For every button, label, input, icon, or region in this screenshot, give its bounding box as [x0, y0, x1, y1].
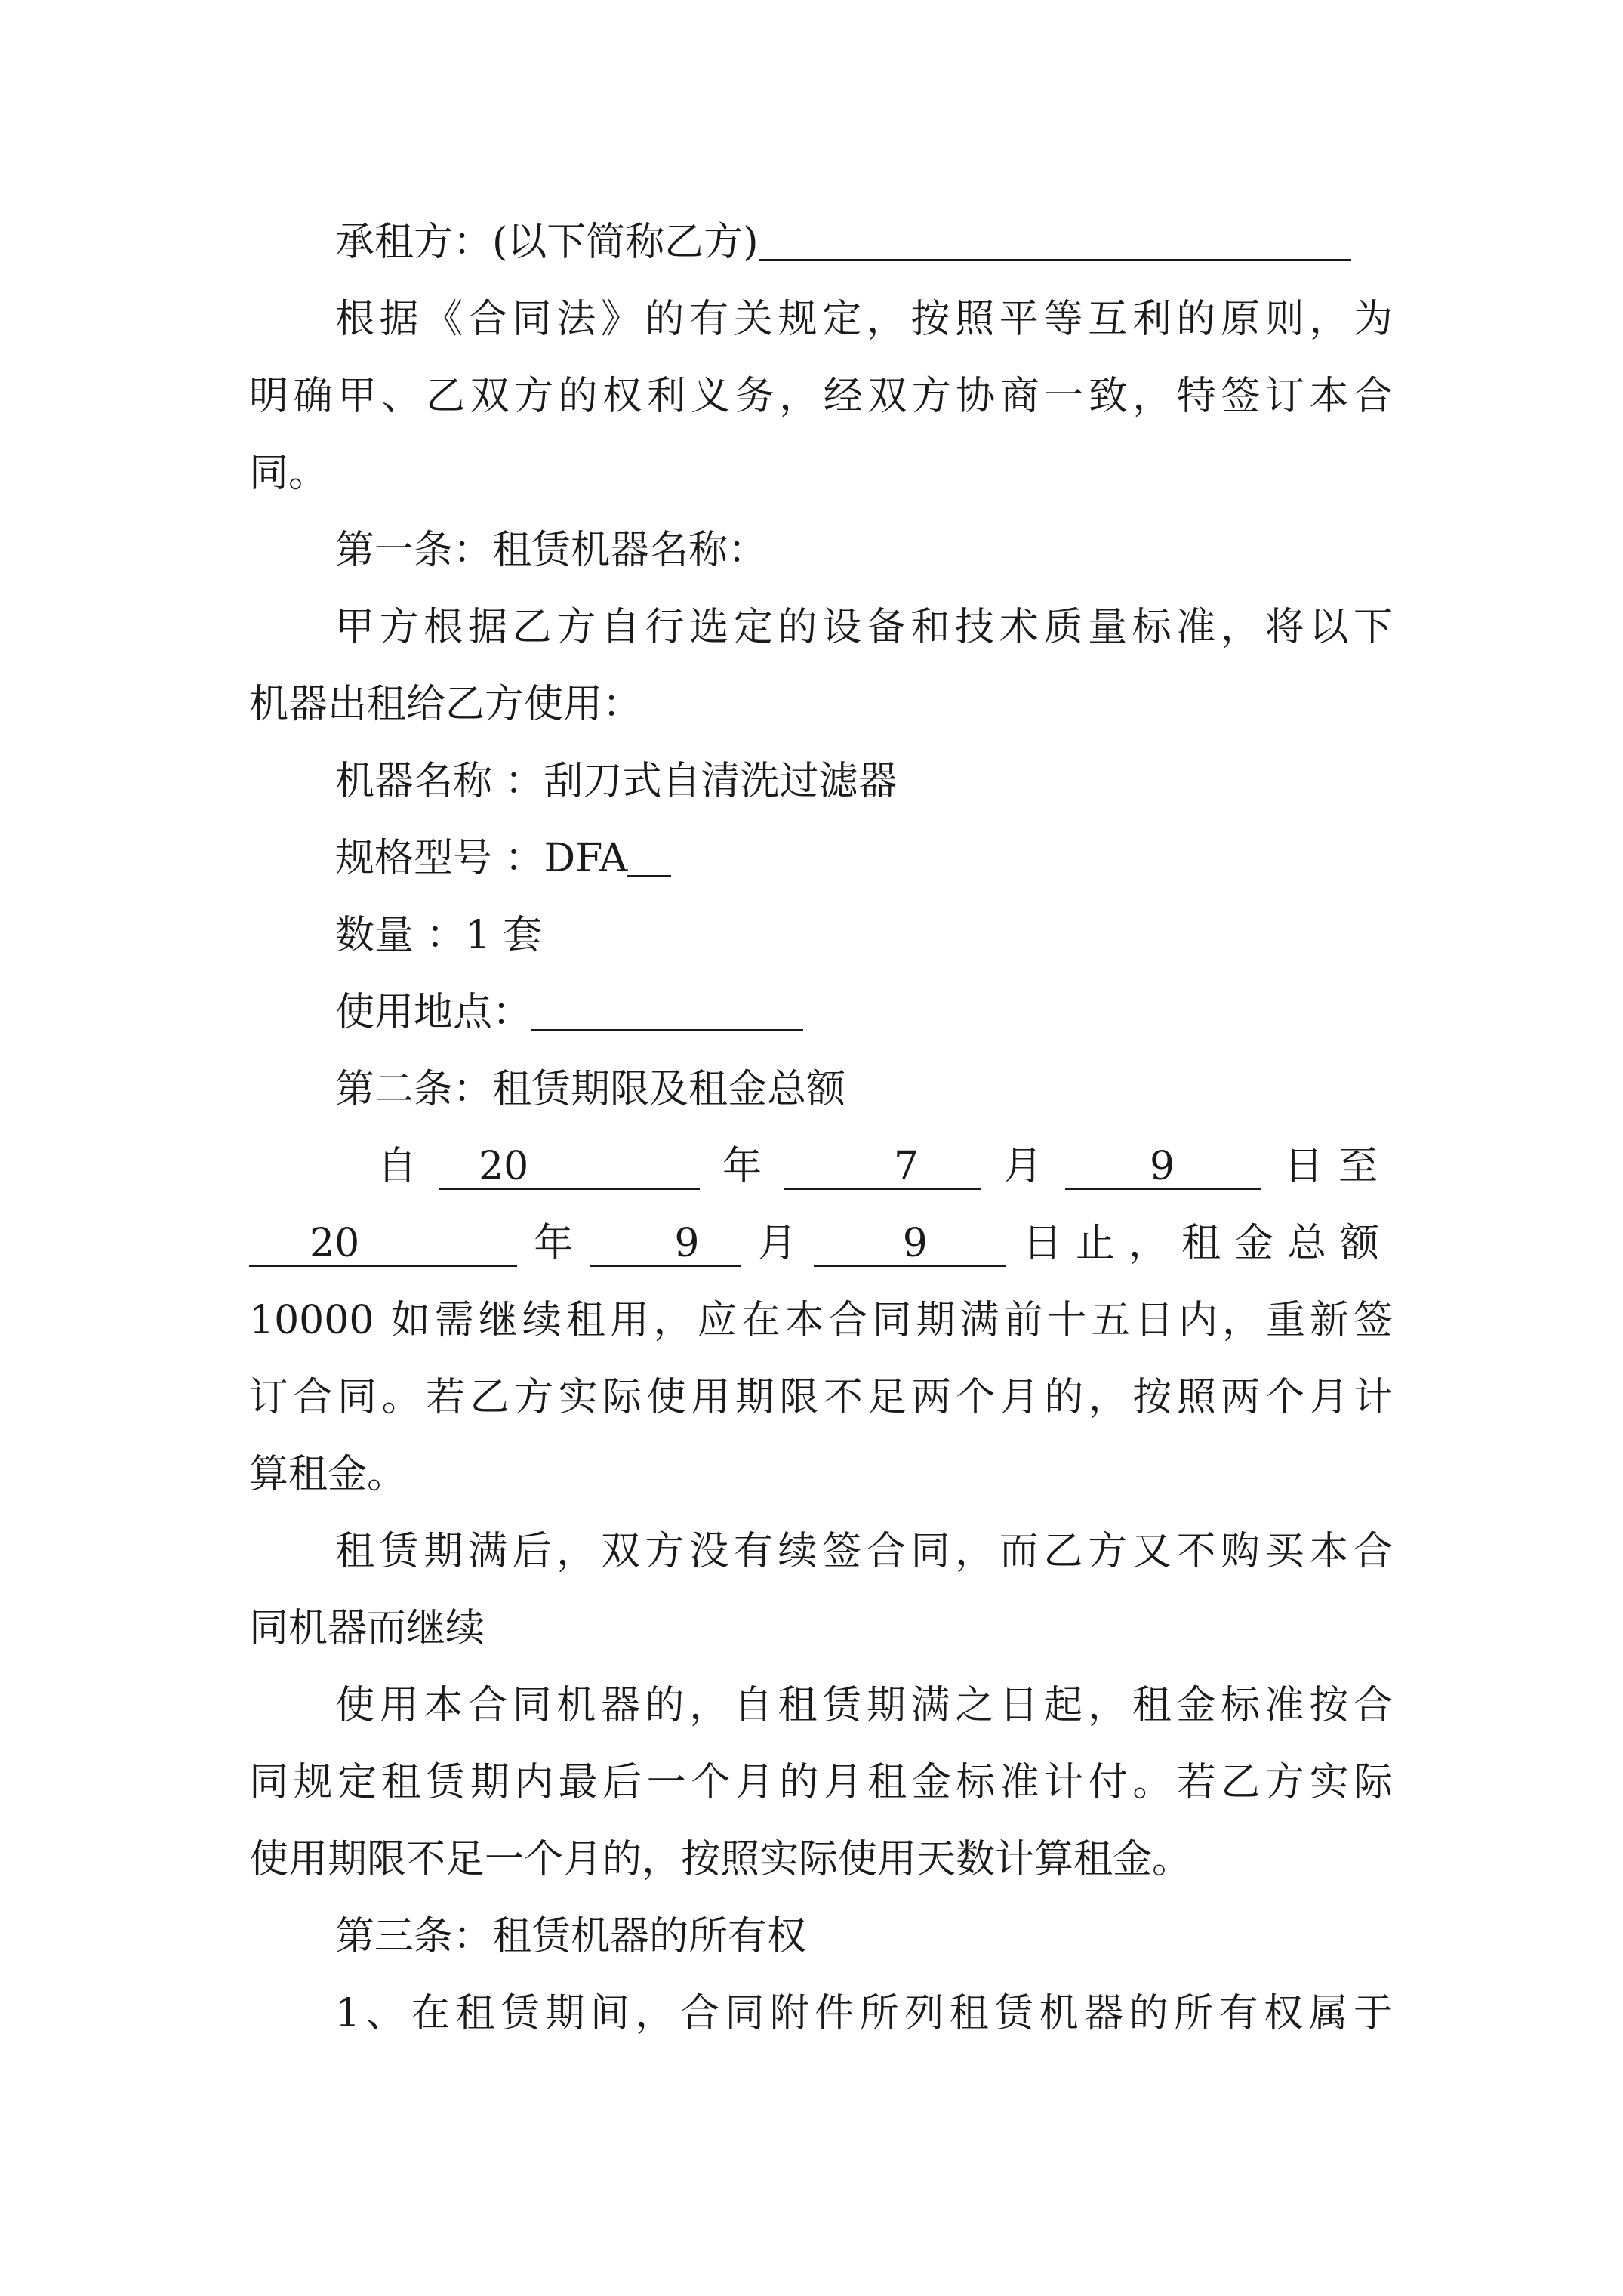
model-blank[interactable] — [627, 834, 671, 877]
usage-line-3: 使用期限不足一个月的，按照实际使用天数计算租金。 — [249, 1837, 1192, 1882]
location-label: 使用地点： — [335, 990, 532, 1035]
article1-line-1: 甲方根据乙方自行选定的设备和技术质量标准，将以下 — [335, 605, 1393, 650]
renewal-line-2: 同机器而继续 — [249, 1606, 485, 1651]
article2-line-3: 算租金。 — [249, 1452, 407, 1497]
intro-line-3: 同。 — [249, 451, 328, 496]
contract-body — [249, 204, 1393, 2052]
lessee-blank[interactable] — [759, 218, 1351, 261]
article2-title: 第二条：租赁期限及租金总额 — [335, 1067, 846, 1112]
intro-line-1: 根据《合同法》的有关规定，按照平等互利的原则，为 — [335, 297, 1393, 342]
from-month-value: 7 — [893, 1144, 919, 1189]
article2-line-1: 10000 如需继续租用，应在本合同期满前十五日内，重新签 — [249, 1298, 1393, 1343]
intro-line-2: 明确甲、乙双方的权利义务，经双方协商一致，特签订本合 — [249, 374, 1393, 419]
period-to-row — [249, 1205, 1393, 1282]
usage-line-2: 同规定租赁期内最后一个月的月租金标准计付。若乙方实际 — [249, 1760, 1393, 1805]
renewal-line-1: 租赁期满后，双方没有续签合同，而乙方又不购买本合 — [335, 1529, 1393, 1574]
period-to-line — [249, 1205, 1393, 1282]
from-year-value: 20 — [479, 1144, 529, 1189]
to-day-field[interactable] — [814, 1222, 1006, 1267]
article1-line-2: 机器出租给乙方使用： — [249, 682, 642, 727]
quantity-line: 数量 ：1 套 — [335, 913, 543, 958]
article1-title: 第一条：租赁机器名称： — [335, 528, 768, 573]
model-line — [249, 820, 1393, 897]
from-day-field[interactable] — [1065, 1145, 1261, 1190]
lessee-line — [249, 204, 1393, 281]
location-line — [249, 974, 1393, 1051]
to-year-word: 年 — [534, 1221, 574, 1266]
to-month-field[interactable] — [590, 1222, 741, 1267]
from-word: 自 — [377, 1144, 417, 1189]
period-from-line — [249, 1128, 1393, 1205]
month-word: 月 — [1002, 1144, 1042, 1189]
to-year-field[interactable] — [249, 1222, 517, 1267]
article3-item-1: 1、在租赁期间，合同附件所列租赁机器的所有权属于 — [335, 1991, 1393, 2036]
model-text: 规格型号 ：DFA — [335, 836, 628, 881]
lessee-label: 承租方：(以下简称乙方) — [335, 220, 759, 265]
usage-line-1: 使用本合同机器的，自租赁期满之日起，租金标准按合 — [335, 1683, 1393, 1728]
day-to-word: 日至 — [1283, 1144, 1393, 1189]
to-month-word: 月 — [757, 1221, 797, 1266]
end-word: 日止，租金总额 — [1022, 1221, 1393, 1266]
to-year-value: 20 — [310, 1221, 360, 1266]
machine-name: 机器名称 ：刮刀式自清洗过滤器 — [335, 759, 898, 804]
from-day-value: 9 — [1149, 1144, 1175, 1189]
article3-title: 第三条：租赁机器的所有权 — [335, 1914, 807, 1959]
period-from-row — [377, 1128, 1393, 1205]
to-day-value: 9 — [902, 1221, 928, 1266]
to-month-value: 9 — [674, 1221, 700, 1266]
location-blank[interactable] — [531, 988, 803, 1031]
from-month-field[interactable] — [784, 1145, 981, 1190]
year-word: 年 — [722, 1144, 762, 1189]
from-year-field[interactable] — [439, 1145, 700, 1190]
article2-line-2: 订合同。若乙方实际使用期限不足两个月的，按照两个月计 — [249, 1375, 1393, 1420]
